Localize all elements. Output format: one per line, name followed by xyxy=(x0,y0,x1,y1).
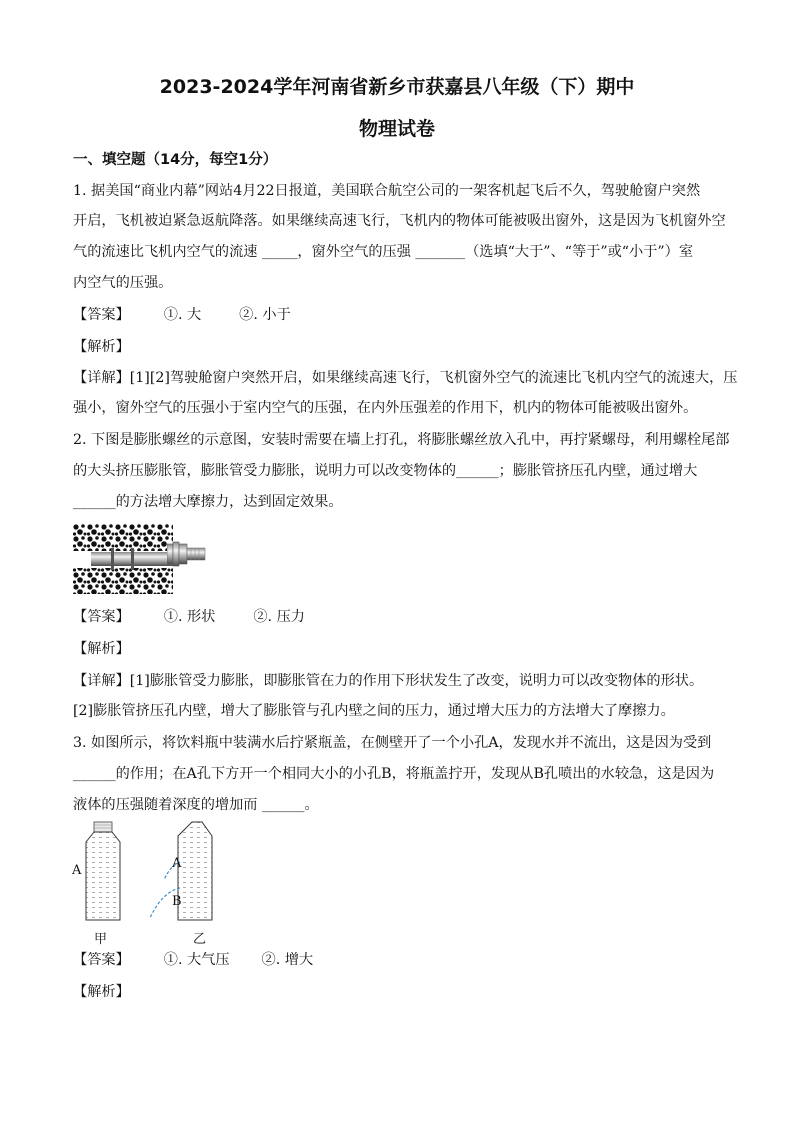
q2-line-2: 的大头挤压膨胀管，膨胀管受力膨胀，说明力可以改变物体的______；膨胀管挤压孔内壁，通过增大 xyxy=(73,463,698,479)
q1-answer-row xyxy=(73,305,291,325)
q3-analysis-tag: 【解析】 xyxy=(73,984,130,1000)
q2-analysis-tag: 【解析】 xyxy=(73,641,130,657)
q1-line-3: 气的流速比飞机内空气的流速 _____，窗外空气的压强 _______（选填“大于”、“等于”或“小于”）室 xyxy=(73,244,694,260)
answer-tag: 【答案】 xyxy=(73,952,130,968)
q2-line-3: ______的方法增大摩擦力，达到固定效果。 xyxy=(73,494,343,510)
bottles-figure xyxy=(70,820,230,930)
hole-a-label-right: A xyxy=(172,856,182,871)
q3-line-1: 3. 如图所示，将饮料瓶中装满水后拧紧瓶盖，在侧壁开了一个小孔A，发现水并不流出，这是因为受到 xyxy=(73,735,712,751)
q3-line-3: 液体的压强随着深度的增加而 ______。 xyxy=(73,797,319,813)
q3-line-2: ______的作用；在A孔下方开一个相同大小的小孔B，将瓶盖拧开，发现从B孔喷出的水较急，这是因为 xyxy=(73,766,715,782)
q3-answer-2: ②. 增大 xyxy=(261,952,314,968)
q2-answer-row xyxy=(73,607,305,627)
q1-answer-1: ①. 大 xyxy=(163,307,202,323)
answer-tag: 【答案】 xyxy=(73,609,130,625)
expansion-bolt-figure xyxy=(73,524,173,594)
hole-a-label-left: A xyxy=(72,863,82,878)
bolt-nut-icon xyxy=(167,540,211,568)
q1-detail-line-1: 【详解】[1][2]驾驶舱窗户突然开启，如果继续高速飞行，飞机窗外空气的流速比飞机内空气的流速大，压 xyxy=(73,370,738,386)
page-subtitle: 物理试卷 xyxy=(358,118,435,140)
q1-answer-2: ②. 小于 xyxy=(239,307,291,323)
q1-line-4: 内空气的压强。 xyxy=(73,275,173,291)
hole-b-label: B xyxy=(172,894,182,909)
q3-answer-1: ①. 大气压 xyxy=(163,952,230,968)
q1-detail-line-2: 强小，窗外空气的压强小于室内空气的压强，在内外压强差的作用下，机内的物体可能被吸出窗外。 xyxy=(73,400,698,416)
q3-answer-row xyxy=(73,950,313,970)
figure-caption-left: 甲 xyxy=(94,932,108,947)
figure-caption-right: 乙 xyxy=(193,932,207,947)
q1-line-1: 1. 据美国“商业内幕”网站4月22日报道，美国联合航空公司的一架客机起飞后不久，驾驶舱窗户突然 xyxy=(73,183,701,199)
q2-answer-2: ②. 压力 xyxy=(253,609,305,625)
q2-detail-line-2: [2]膨胀管挤压孔内壁，增大了膨胀管与孔内壁之间的压力，通过增大压力的方法增大了摩擦力。 xyxy=(73,703,675,719)
q2-line-1: 2. 下图是膨胀螺丝的示意图，安装时需要在墙上打孔，将膨胀螺丝放入孔中，再拧紧螺母，利用螺栓尾部 xyxy=(73,432,730,448)
q2-detail-line-1: 【详解】[1]膨胀管受力膨胀，即膨胀管在力的作用下形状发生了改变，说明力可以改变物体的形状。 xyxy=(73,673,704,689)
q1-analysis-tag: 【解析】 xyxy=(73,339,130,355)
q2-answer-1: ①. 形状 xyxy=(163,609,216,625)
q1-line-2: 开启，飞机被迫紧急返航降落。如果继续高速飞行，飞机内的物体可能被吸出窗外，这是因为飞机窗外空 xyxy=(73,213,726,229)
page-title: 2023-2024学年河南省新乡市获嘉县八年级（下）期中 xyxy=(159,76,635,98)
section-heading: 一、填空题（14分，每空1分） xyxy=(73,152,278,168)
answer-tag: 【答案】 xyxy=(73,307,130,323)
